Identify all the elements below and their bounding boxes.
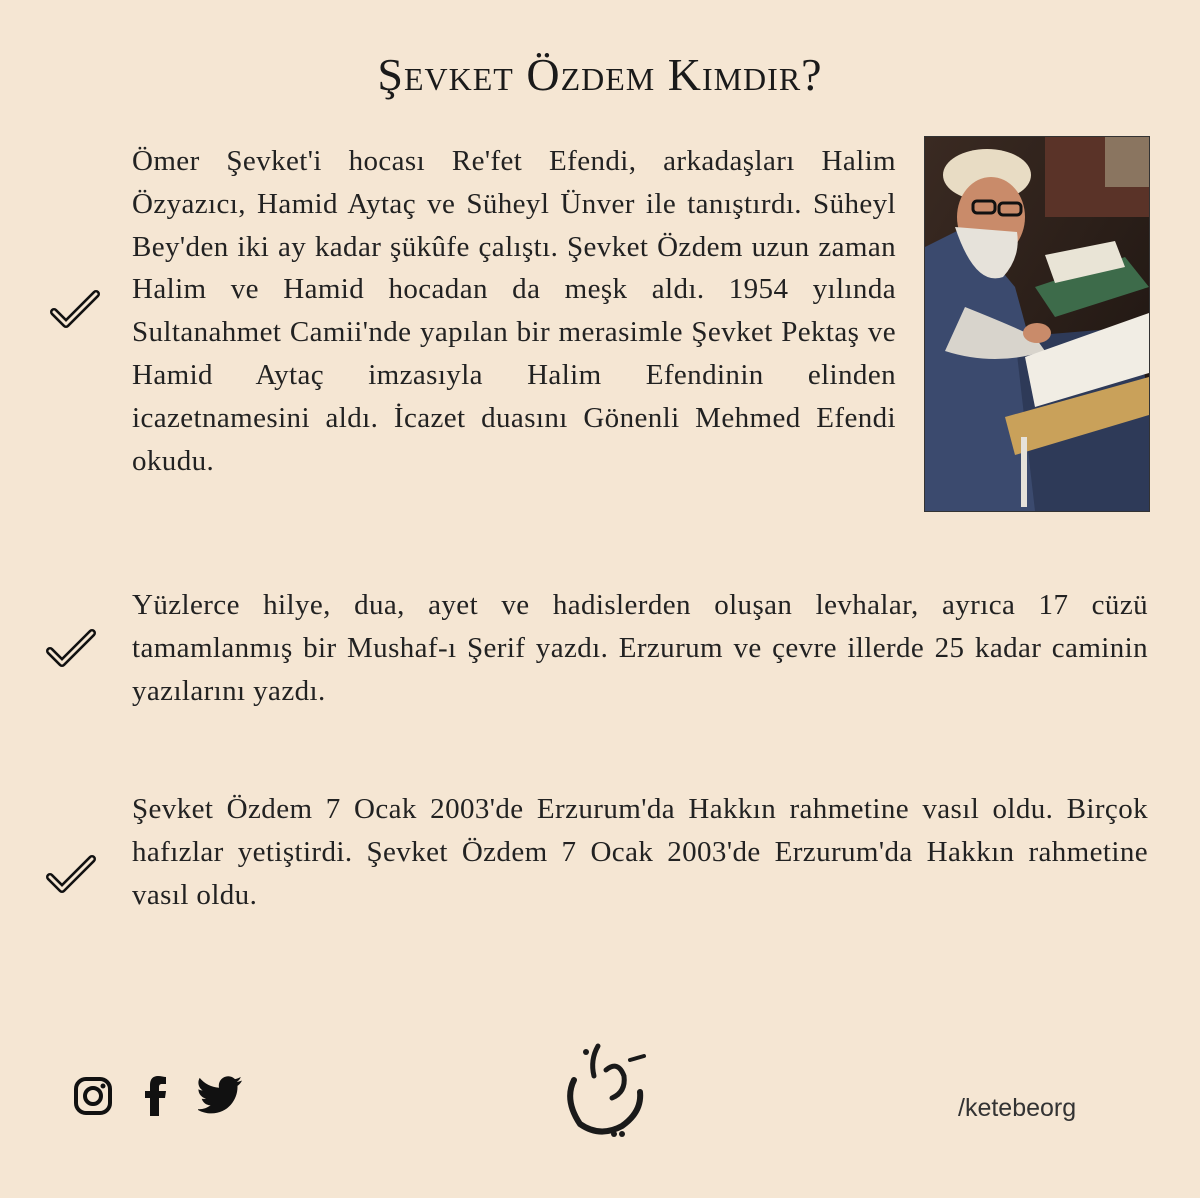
twitter-icon[interactable] [198, 1076, 242, 1114]
ketebe-logo [560, 1040, 652, 1140]
checkmark-icon [50, 288, 100, 328]
page-title: Şevket Özdem Kimdir? [377, 49, 823, 100]
checkmark-icon [46, 853, 96, 893]
paragraph-death: Şevket Özdem 7 Ocak 2003'de Erzurum'da Hakkın rahmetine vasıl oldu. Birçok hafızlar yetiştirdi. Şevket Özdem 7 Ocak 2003'de Erzurum'da Hakkın rahmetine vasıl oldu. [132, 793, 1148, 911]
facebook-icon[interactable] [143, 1076, 169, 1116]
instagram-icon[interactable] [73, 1076, 113, 1116]
paragraph-biography: Ömer Şevket'i hocası Re'fet Efendi, arkadaşları Halim Özyazıcı, Hamid Aytaç ve Süheyl Ünver ile tanıştırdı. Süheyl Bey'den iki ay kadar şükûfe çalıştı. Şevket Özdem uzun zaman Halim ve Hamid hocadan da meşk aldı. 1954 yılında Sultanahmet Camii'nde yapılan bir merasimle Şevket Pektaş ve Hamid Aytaç imzasıyla Halim Efendinin elinden icazetnamesini aldı. İcazet duasını Gönenli Mehmed Efendi okudu. [132, 145, 896, 477]
social-handle[interactable]: /ketebeorg [958, 1094, 1077, 1122]
checkmark-icon [46, 627, 96, 667]
paragraph-works: Yüzlerce hilye, dua, ayet ve hadislerden oluşan levhalar, ayrıca 17 cüzü tamamlanmış bir Mushaf-ı Şerif yazdı. Erzurum ve çevre illerde 25 kadar caminin yazılarını yazdı. [132, 589, 1148, 707]
portrait-photo [924, 136, 1150, 512]
